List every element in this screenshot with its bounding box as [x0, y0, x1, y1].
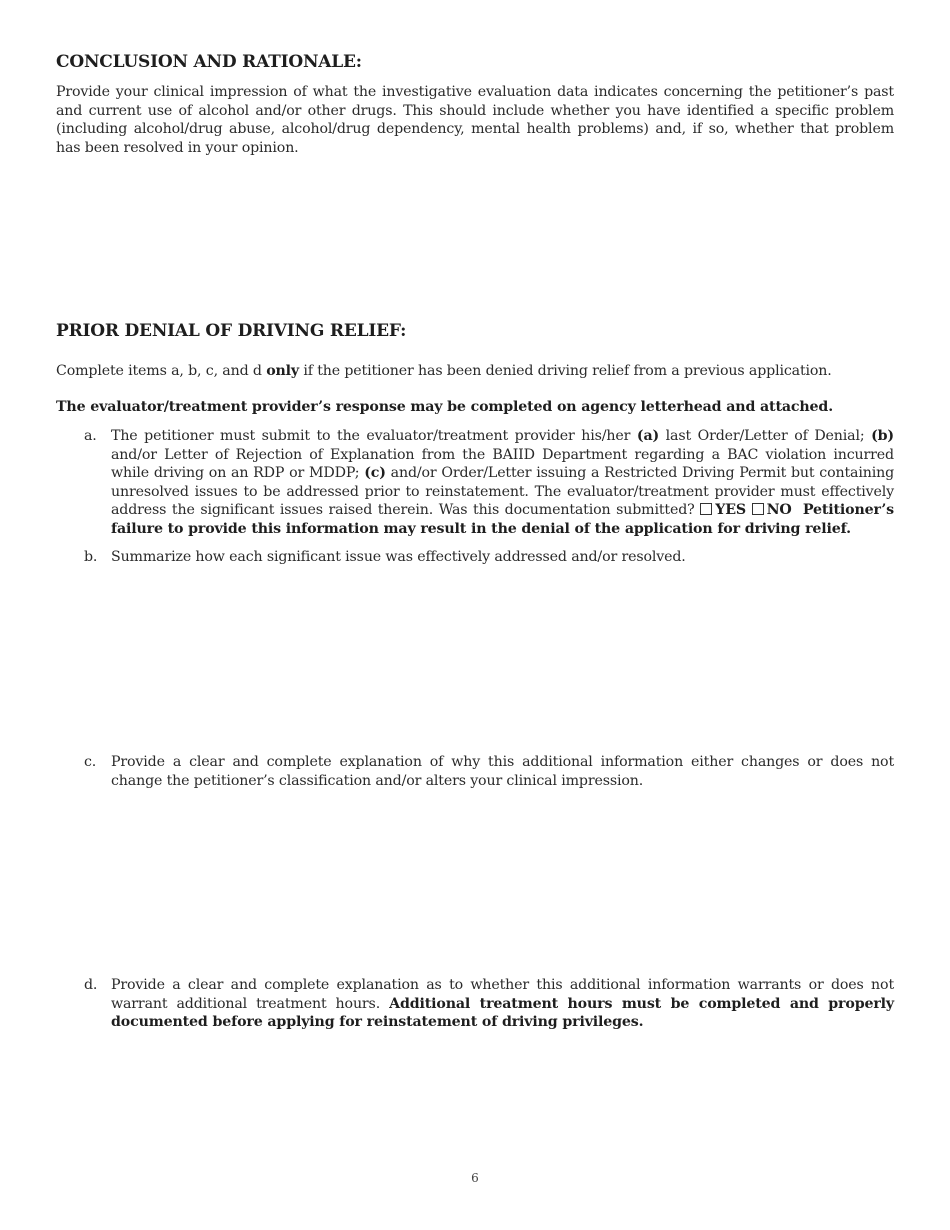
conclusion-instructions: Provide your clinical impression of what the investigative evaluation data indicates concerning the petitioner’s past and current use of alcohol and/or other drugs. This should include whether you have identified a specific problem (including alcohol/drug abuse, alcohol/drug dependency, mental health problems) and, if so, whether that problem has been resolved in your opinion.: [56, 84, 894, 156]
yes-checkbox[interactable]: [700, 503, 712, 515]
item-a-option-a: (a): [636, 428, 660, 444]
conclusion-heading: CONCLUSION AND RATIONALE:: [56, 52, 362, 72]
page-number: 6: [471, 1171, 479, 1185]
no-checkbox[interactable]: [752, 503, 764, 515]
item-a-option-b: (b): [871, 428, 894, 444]
item-d-marker: d.: [84, 977, 98, 993]
item-b: [84, 548, 894, 567]
item-d-text-plain: Provide a clear and complete explanation as to whether this additional information warrants or does not warrant additional treatment hours.: [111, 977, 894, 1012]
yes-label: YES: [715, 502, 746, 519]
item-a-text-4: and/or Order/Letter issuing a Restricted Driving Permit but containing unresolved issues to be addressed prior to reinstatement. The evaluator/treatment provider must effectively address the significant issues raised therein. Was this documentation submitted?: [111, 465, 895, 519]
prior-denial-heading: PRIOR DENIAL OF DRIVING RELIEF:: [56, 321, 407, 341]
item-c-marker: c.: [84, 754, 97, 770]
item-b-text: Summarize how each significant issue was effectively addressed and/or resolved.: [111, 549, 686, 565]
instruction-emphasis: only: [266, 363, 299, 379]
instruction-text-pre: Complete items a, b, c, and d: [56, 363, 267, 379]
item-a-text: [111, 427, 894, 539]
instruction-text-post: if the petitioner has been denied driving relief from a previous application.: [299, 363, 832, 379]
item-a: [84, 427, 894, 539]
prior-denial-instruction: [56, 362, 894, 381]
item-a-option-c: (c): [364, 465, 386, 482]
item-d-text-bold: Additional treatment hours must be completed and properly documented before applying for reinstatement of driving privileges.: [111, 995, 895, 1031]
item-d-text: [111, 976, 894, 1032]
item-a-text-2: last Order/Letter of Denial;: [659, 428, 872, 444]
item-c: [84, 753, 894, 790]
item-b-marker: b.: [84, 549, 98, 565]
letterhead-note: The evaluator/treatment provider’s response may be completed on agency letterhead and attached.: [56, 399, 833, 415]
item-a-text-3: and/or Letter of Rejection of Explanation from the BAIID Department regarding a BAC violation incurred while driving on an RDP or MDDP;: [111, 446, 894, 482]
item-a-warning: Petitioner’s failure to provide this information may result in the denial of the application for driving relief.: [111, 502, 894, 537]
item-c-text: Provide a clear and complete explanation of why this additional information either changes or does not change the petitioner’s classification and/or alters your clinical impression.: [111, 754, 894, 789]
no-label: NO: [766, 502, 792, 519]
item-a-marker: a.: [84, 428, 97, 444]
item-d: [84, 976, 894, 1032]
item-a-text-1: The petitioner must submit to the evaluator/treatment provider his/her: [111, 428, 637, 444]
